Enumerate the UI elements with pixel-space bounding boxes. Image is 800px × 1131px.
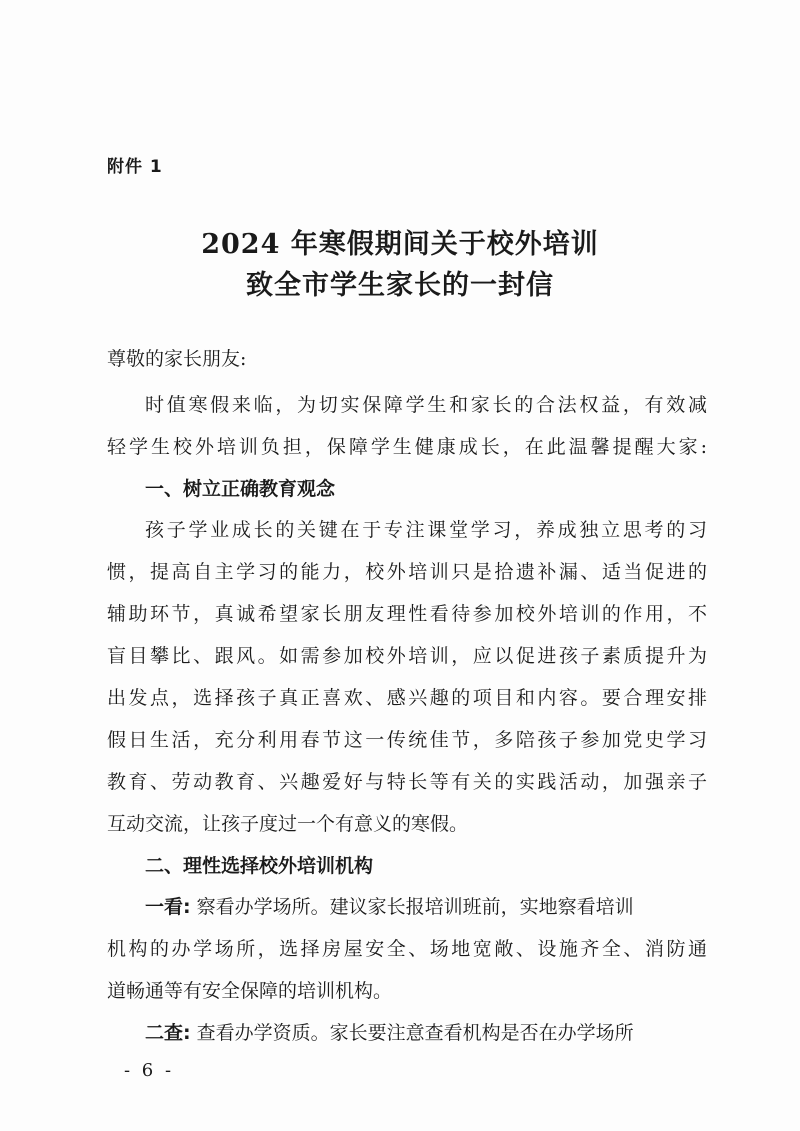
section-heading: 二、理性选择校外培训机构 xyxy=(145,855,374,877)
section-heading: 一、树立正确教育观念 xyxy=(145,478,336,500)
item-text: 查看办学资质。家长要注意查看机构是否在办学场所 xyxy=(190,1022,634,1044)
list-item-first-line xyxy=(145,892,707,922)
paragraph-line: 道畅通等有安全保障的培训机构。 xyxy=(107,980,393,1002)
paragraph-line: 假日生活，充分利用春节这一传统佳节，多陪孩子参加党史学习 xyxy=(107,729,707,751)
page-number: - 6 - xyxy=(124,1060,175,1081)
paragraph-line: 出发点，选择孩子真正喜欢、感兴趣的项目和内容。要合理安排 xyxy=(107,687,707,709)
paragraph-line: 机构的办学场所，选择房屋安全、场地宽敞、设施齐全、消防通 xyxy=(107,938,707,960)
paragraph-line: 教育、劳动教育、兴趣爱好与特长等有关的实践活动，加强亲子 xyxy=(107,771,707,793)
item-label: 二查: xyxy=(145,1022,191,1044)
attachment-label: 附件 1 xyxy=(107,157,163,177)
paragraph-line: 盲目攀比、跟风。如需参加校外培训，应以促进孩子素质提升为 xyxy=(107,645,707,667)
intro-line: 时值寒假来临，为切实保障学生和家长的合法权益，有效减 xyxy=(145,394,707,416)
list-item-first-line xyxy=(145,1018,707,1048)
title-line-1: 2024 年寒假期间关于校外培训 xyxy=(201,229,599,260)
paragraph-line: 辅助环节，真诚希望家长朋友理性看待参加校外培训的作用，不 xyxy=(107,603,707,625)
salutation: 尊敬的家长朋友: xyxy=(107,348,247,370)
intro-line: 轻学生校外培训负担，保障学生健康成长，在此温馨提醒大家: xyxy=(107,436,707,458)
title-line-2: 致全市学生家长的一封信 xyxy=(246,270,554,301)
paragraph-line: 互动交流，让孩子度过一个有意义的寒假。 xyxy=(107,813,469,835)
item-label: 一看: xyxy=(145,896,191,918)
paragraph-line: 惯，提高自主学习的能力，校外培训只是拾遗补漏、适当促进的 xyxy=(107,561,707,583)
paragraph-line: 孩子学业成长的关键在于专注课堂学习，养成独立思考的习 xyxy=(145,519,707,541)
item-text: 察看办学场所。建议家长报培训班前，实地察看培训 xyxy=(190,896,634,918)
